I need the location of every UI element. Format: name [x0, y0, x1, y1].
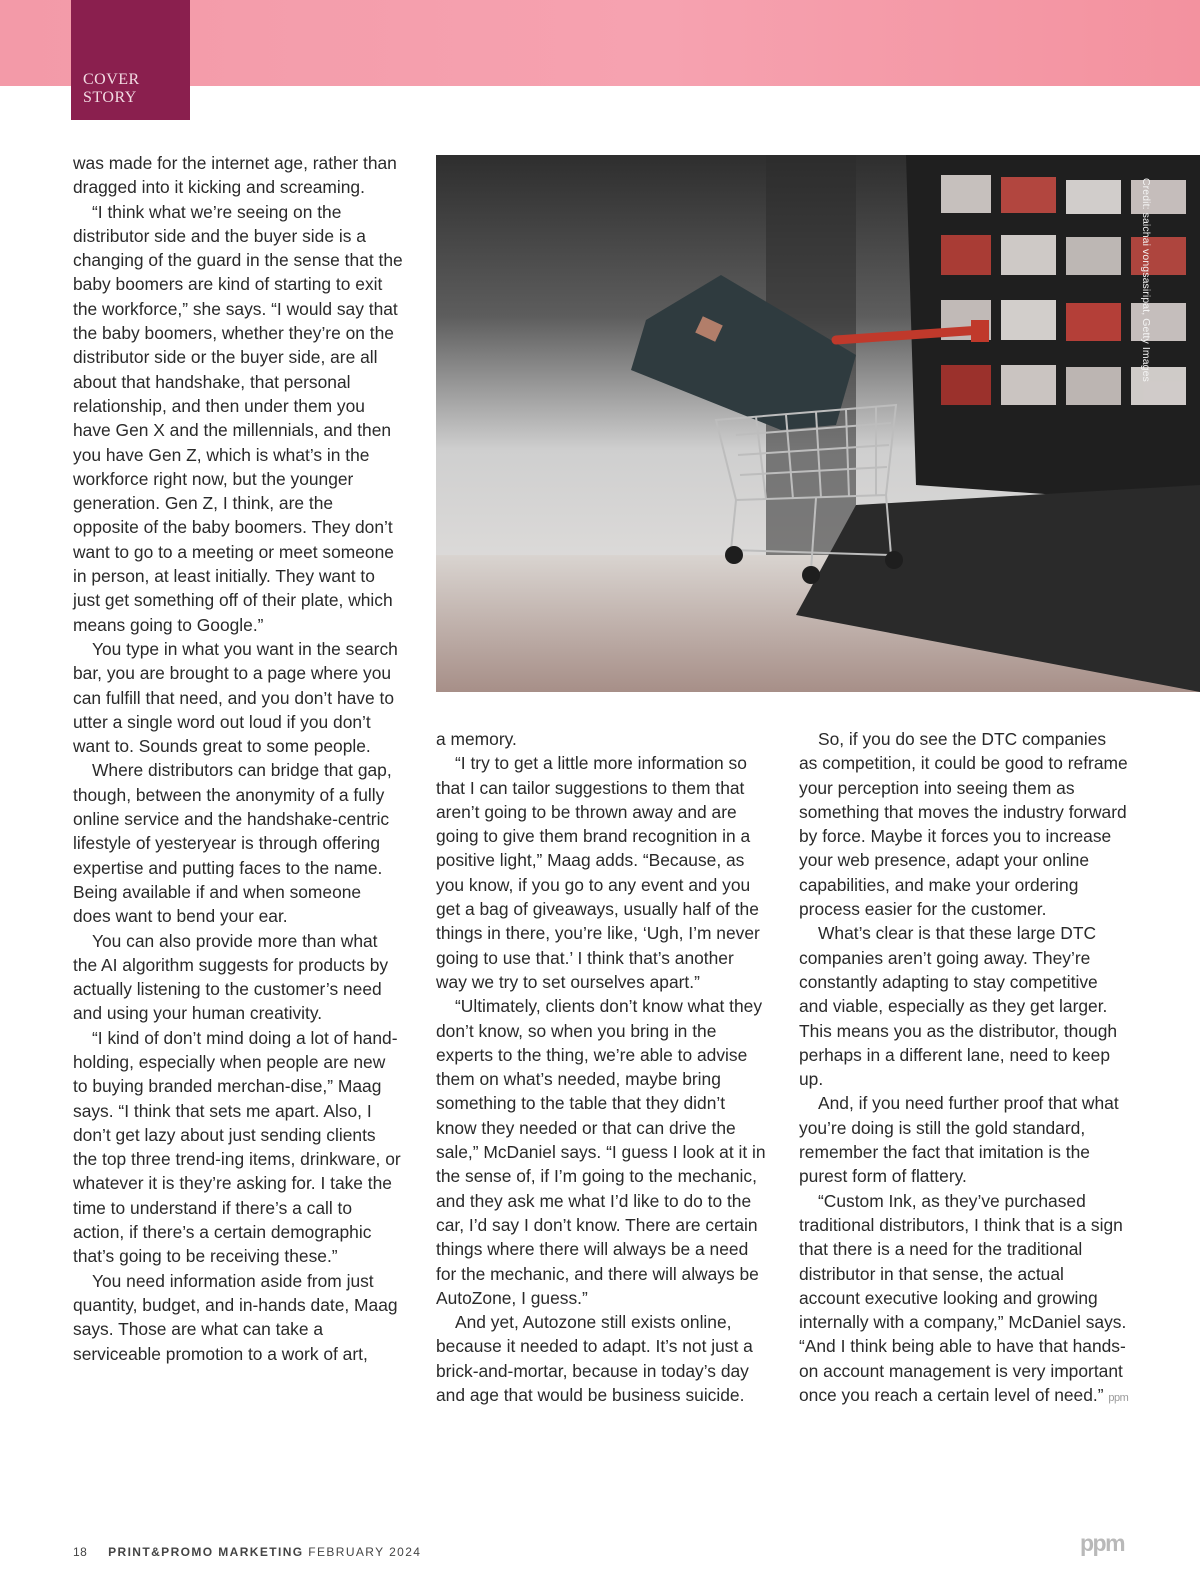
section-label — [71, 0, 190, 120]
paragraph: And, if you need further proof that what you’re doing is still the gold standard, remember the fact that imitation is the purest form of flattery. — [799, 1093, 1119, 1187]
paragraph — [799, 1189, 1129, 1411]
shopping-cart-illustration — [436, 155, 1200, 692]
paragraph: So, if you do see the DTC companies as competition, it could be good to reframe your perception into seeing them as something that moves the industry forward by force. Maybe it forces you to increase your web presence, adapt your online capabilities, and make your ordering process easier for the customer. — [799, 729, 1128, 920]
article-column-1 — [73, 151, 403, 1366]
article-column-3 — [799, 727, 1129, 1410]
paragraph-text: “Custom Ink, as they’ve purchased traditional distributors, I think that is a sign that there is a need for the traditional distributor in that sense, the actual account executive looking and growing internally with a company,” McDaniel says. “And I think being able to have that hands-on account management is very important once you reach a certain level of need.” — [799, 1190, 1127, 1406]
paragraph: What’s clear is that these large DTC companies aren’t going away. They’re constantly adapting to stay competitive and viable, especially as they get larger. This means you as the distributor, though perhaps in a different lane, need to keep up. — [799, 923, 1118, 1090]
shopping-cart-photo — [436, 155, 1200, 692]
publication-name: PRINT&PROMO MARKETING — [108, 1545, 304, 1559]
page-number: 18 — [73, 1545, 88, 1559]
paragraph: And yet, Autozone still exists online, because it needed to adapt. It’s not just a brick-and-mortar, because in today’s day and age that would be business suicide. — [436, 1312, 753, 1406]
paragraph: “I kind of don’t mind doing a lot of hand-holding, especially when people are new to buying branded merchan-dise,” Maag says. “I think that sets me apart. Also, I don’t get lazy about just sending clients the top three trend-ing items, drinkware, or whatever it is they’re asking for. I take the time to understand if there’s a call to action, if there’s a certain demographic that’s going to be receiving these.” — [73, 1027, 401, 1267]
section-label-line1: COVER — [83, 71, 140, 88]
page-footer — [73, 1545, 421, 1559]
issue-date: FEBRUARY 2024 — [308, 1545, 422, 1559]
paragraph: You type in what you want in the search bar, you are brought to a page where you can fulfill that need, and you don’t have to utter a single word out loud if you don’t want to. Sounds great to some people. — [73, 638, 398, 757]
photo-credit: Credit: saichai vongsasiripat, Getty Images — [1140, 178, 1152, 382]
paragraph: “Ultimately, clients don’t know what they don’t know, so when you bring in the experts to the thing, we’re able to advise them on what’s needed, maybe bring something to the table that they didn’t know they needed or that can drive the sale,” McDaniel says. “I guess I look at it in the sense of, if I’m going to the mechanic, and they ask me what I’d like to do to the car, I’d say I don’t know. There are certain things where there will always be a need for the mechanic, and there will always be AutoZone, I guess.” — [436, 996, 766, 1308]
paragraph: was made for the internet age, rather than dragged into it kicking and screaming. — [73, 153, 397, 198]
section-label-line2: STORY — [83, 89, 137, 106]
article-column-2 — [436, 727, 766, 1407]
ppm-logo: ppm — [1080, 1530, 1125, 1556]
paragraph: “I think what we’re seeing on the distributor side and the buyer side is a changing of the guard in the sense that the baby boomers are kind of starting to exit the workforce,” she says. “I would say that the baby boomers, whether they’re on the distributor side or the buyer side, are all about that handshake, that personal relationship, and then under them you have Gen X and the millennials, and then you have Gen Z, which is what’s in the workforce right now, but the younger generation. Gen Z, I think, are the opposite of the baby boomers. They don’t want to go to a meeting or meet someone in person, at least initially. They want to just get something off of their plate, which means going to Google.” — [73, 201, 403, 635]
paragraph: a memory. — [436, 729, 517, 749]
paragraph: Where distributors can bridge that gap, though, between the anonymity of a fully online service and the handshake-centric lifestyle of yesteryear is through offering expertise and putting faces to the name. Being available if and when someone does want to bend your ear. — [73, 760, 392, 927]
paragraph: “I try to get a little more information so that I can tailor suggestions to them that aren’t going to be thrown away and are going to give them brand recognition in a positive light,” Maag adds. “Because, as you know, if you go to any event and you get a bag of giveaways, usually half of the things in there, you’re like, ‘Ugh, I’m never going to use that.’ I think that’s another way we try to set ourselves apart.” — [436, 753, 760, 992]
paragraph: You can also provide more than what the AI algorithm suggests for products by actually listening to the customer’s need and using your human creativity. — [73, 930, 389, 1024]
end-mark: ppm — [1108, 1392, 1129, 1405]
paragraph: You need information aside from just quantity, budget, and in-hands date, Maag says. Those are what can take a serviceable promotion to a work of art, — [73, 1270, 398, 1364]
